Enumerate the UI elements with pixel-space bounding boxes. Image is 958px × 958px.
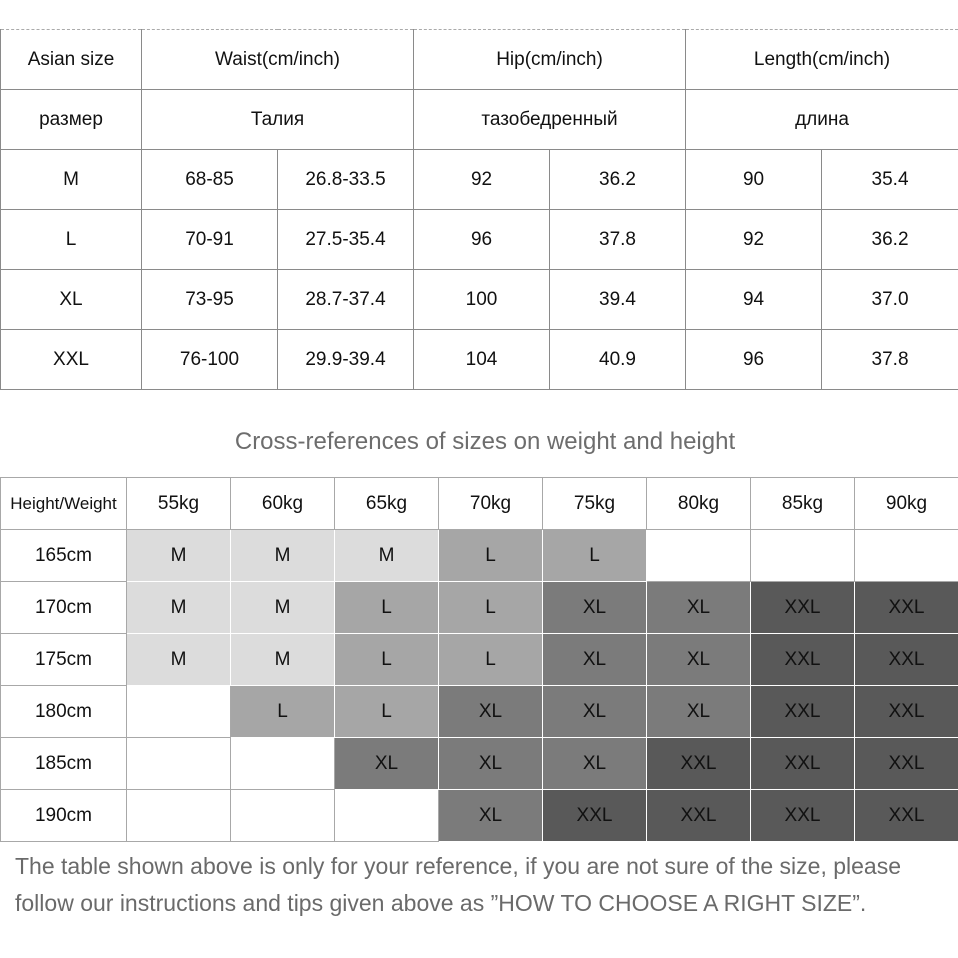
length-cm-cell: 96 [686,330,822,390]
size-cell: XL [543,582,647,634]
size-cell: XL [543,686,647,738]
table-row [1,210,958,270]
hip-in-cell: 39.4 [550,270,686,330]
size-cell: L [335,634,439,686]
size-cell: XXL [1,330,142,390]
weight-header: 60kg [231,478,335,530]
height-label: 180cm [1,686,127,738]
waist-cm-cell: 73-95 [142,270,278,330]
size-cell: L [543,530,647,582]
size-cell: L [1,210,142,270]
size-cell: M [127,634,231,686]
table-row [1,150,958,210]
size-cell: XL [647,582,751,634]
height-label: 185cm [1,738,127,790]
size-cell [231,790,335,842]
cross-reference-title: Cross-references of sizes on weight and height [234,428,736,455]
size-cell: XXL [855,634,958,686]
hip-cm-cell: 96 [414,210,550,270]
length-in-cell: 35.4 [822,150,958,210]
length-cm-cell: 90 [686,150,822,210]
size-cell: XXL [751,582,855,634]
weight-header: 85kg [751,478,855,530]
waist-in-cell: 26.8-33.5 [278,150,414,210]
size-cell: M [335,530,439,582]
size-cell: XXL [647,738,751,790]
weight-header: 90kg [855,478,958,530]
waist-cm-cell: 76-100 [142,330,278,390]
header-asian-size: Asian size [1,30,142,90]
height-label: 165cm [1,530,127,582]
size-cell: M [1,150,142,210]
size-cell: L [335,582,439,634]
size-cell: L [439,634,543,686]
size-cell: M [231,582,335,634]
weight-header: 80kg [647,478,751,530]
waist-cm-cell: 70-91 [142,210,278,270]
size-table [0,29,958,390]
size-cell [127,686,231,738]
table-row [1,582,958,634]
size-cell: L [439,582,543,634]
weight-header-row [1,478,958,530]
hip-cm-cell: 104 [414,330,550,390]
size-cell: M [231,634,335,686]
size-cell: XXL [751,738,855,790]
size-cell [647,530,751,582]
size-cell: XL [543,634,647,686]
length-in-cell: 37.8 [822,330,958,390]
size-cell [231,738,335,790]
height-label: 170cm [1,582,127,634]
weight-header: 55kg [127,478,231,530]
size-cell: XL [647,686,751,738]
table-row [1,330,958,390]
reference-note: The table shown above is only for your reference, if you are not sure of the size, please follow our instructions and tips given above as ”HOW TO CHOOSE A RIGHT SIZE”. [15,853,901,916]
hip-cm-cell: 92 [414,150,550,210]
header-length-ru: длина [686,90,958,150]
size-cell: XXL [855,790,958,842]
size-cell: XXL [543,790,647,842]
header-waist-ru: Талия [142,90,414,150]
header-hip: Hip(cm/inch) [414,30,686,90]
waist-in-cell: 27.5-35.4 [278,210,414,270]
size-cell: XL [439,790,543,842]
size-cell [751,530,855,582]
waist-in-cell: 28.7-37.4 [278,270,414,330]
cross-reference-table [0,477,958,842]
table-row [1,530,958,582]
header-hip-ru: тазобедренный [414,90,686,150]
size-cell: L [335,686,439,738]
hip-in-cell: 40.9 [550,330,686,390]
size-cell: L [439,530,543,582]
table-row [1,270,958,330]
corner-header: Height/Weight [1,478,127,530]
size-cell: XL [335,738,439,790]
size-cell: M [127,582,231,634]
hip-in-cell: 36.2 [550,150,686,210]
size-cell: XXL [855,582,958,634]
waist-in-cell: 29.9-39.4 [278,330,414,390]
size-cell: XL [439,738,543,790]
size-cell: XXL [751,686,855,738]
header-length: Length(cm/inch) [686,30,958,90]
size-cell: XL [647,634,751,686]
length-cm-cell: 94 [686,270,822,330]
size-cell: XL [439,686,543,738]
header-waist: Waist(cm/inch) [142,30,414,90]
hip-cm-cell: 100 [414,270,550,330]
table-row [1,634,958,686]
weight-header: 70kg [439,478,543,530]
waist-cm-cell: 68-85 [142,150,278,210]
height-label: 175cm [1,634,127,686]
height-label: 190cm [1,790,127,842]
size-cell [855,530,958,582]
table-row [1,686,958,738]
weight-header: 75kg [543,478,647,530]
size-cell: L [231,686,335,738]
size-cell: XXL [751,634,855,686]
size-cell: M [127,530,231,582]
header-size-ru: размер [1,90,142,150]
size-header-row [1,30,958,90]
size-cell [127,738,231,790]
size-cell: XL [543,738,647,790]
hip-in-cell: 37.8 [550,210,686,270]
size-cell: XXL [855,686,958,738]
size-cell [335,790,439,842]
table-row [1,790,958,842]
size-cell: XXL [647,790,751,842]
size-cell: XL [1,270,142,330]
size-cell: XXL [751,790,855,842]
length-in-cell: 36.2 [822,210,958,270]
table-row [1,738,958,790]
size-header-row-ru [1,90,958,150]
length-in-cell: 37.0 [822,270,958,330]
size-cell: M [231,530,335,582]
size-cell [127,790,231,842]
size-cell: XXL [855,738,958,790]
weight-header: 65kg [335,478,439,530]
length-cm-cell: 92 [686,210,822,270]
